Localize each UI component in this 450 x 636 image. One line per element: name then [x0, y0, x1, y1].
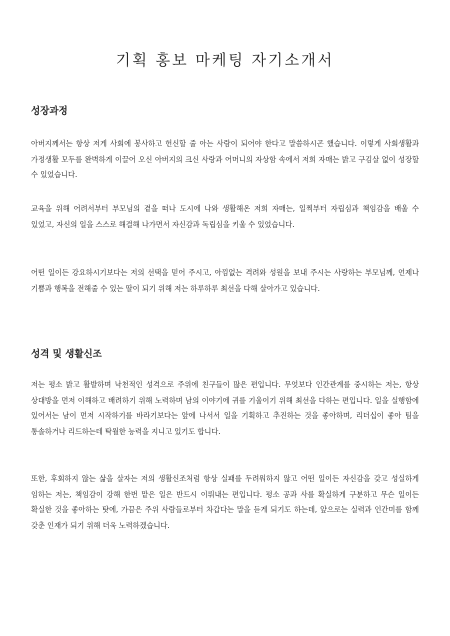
section-heading-personality: 성격 및 생활신조	[31, 349, 102, 360]
section-heading-growth: 성장과정	[31, 106, 68, 117]
paragraph: 또한, 후회하지 않는 삶을 살자는 저의 생활신조처럼 항상 실패를 두려워하지 않고 어떤 일이든 자신감을 갖고 성실하게 임하는 저는, 책임감이 강해 한번 맡은 일은 반드시 이뤄내는 편입니다. 평소 공과 사를 확실하게 구분하고 무슨 일이든 확실한 것을 좋아하는 탓에, 가끔은 주위 사람들로부터 차갑다는 말을 듣게 되기도 하는데, 앞으로는 실력과 인간미를 함께 갖춘 인재가 되기 위해 더욱 노력하겠습니다.	[31, 474, 419, 530]
paragraph: 저는 평소 밝고 활발하며 낙천적인 성격으로 주위에 친구들이 많은 편입니다. 무엇보다 인간관계를 중시하는 저는, 항상 상대방을 먼저 이해하고 배려하기 위해 노력하며 남의 이야기에 귀를 기울이기 위해 최선을 다하는 편입니다. 일을 실행함에 있어서는 남이 먼저 시작하기를 바라기보다는 앞에 나서서 일을 기획하고 추진하는 것을 좋아하며, 리더십이 좋아 팀을 통솔하거나 리드하는데 탁월한 능력을 지니고 있기도 합니다.	[31, 380, 419, 436]
paragraph: 아버지께서는 항상 저게 사회에 봉사하고 헌신할 줄 아는 사람이 되어야 한다고 말씀하시곤 했습니다. 이렇게 사회생활과 가정생활 모두를 완벽하게 이끌어 오신 아버지의 크신 사랑과 어머니의 자상함 속에서 저희 자매는 밝고 구김살 없이 성장할 수 있었습니다.	[31, 139, 419, 179]
paragraph: 어떤 일이든 강요하시기보다는 저의 선택을 믿어 주시고, 아낌없는 격려와 성원을 보내 주시는 사랑하는 부모님께, 언제나 기쁨과 행복을 전해줄 수 있는 딸이 되기 위해 저는 하루하루 최선을 다해 살아가고 있습니다.	[31, 268, 419, 293]
document-title: 기획 홍보 마케팅 자기소개서	[115, 51, 335, 69]
paragraph: 교육을 위해 어려서부터 부모님의 곁을 떠나 도시에 나와 생활해온 저희 자매는, 일찍부터 자립심과 책임감을 배울 수 있었고, 자신의 일을 스스로 해결해 나가면서 자신감과 독립심을 키울 수 있었습니다.	[31, 204, 419, 229]
